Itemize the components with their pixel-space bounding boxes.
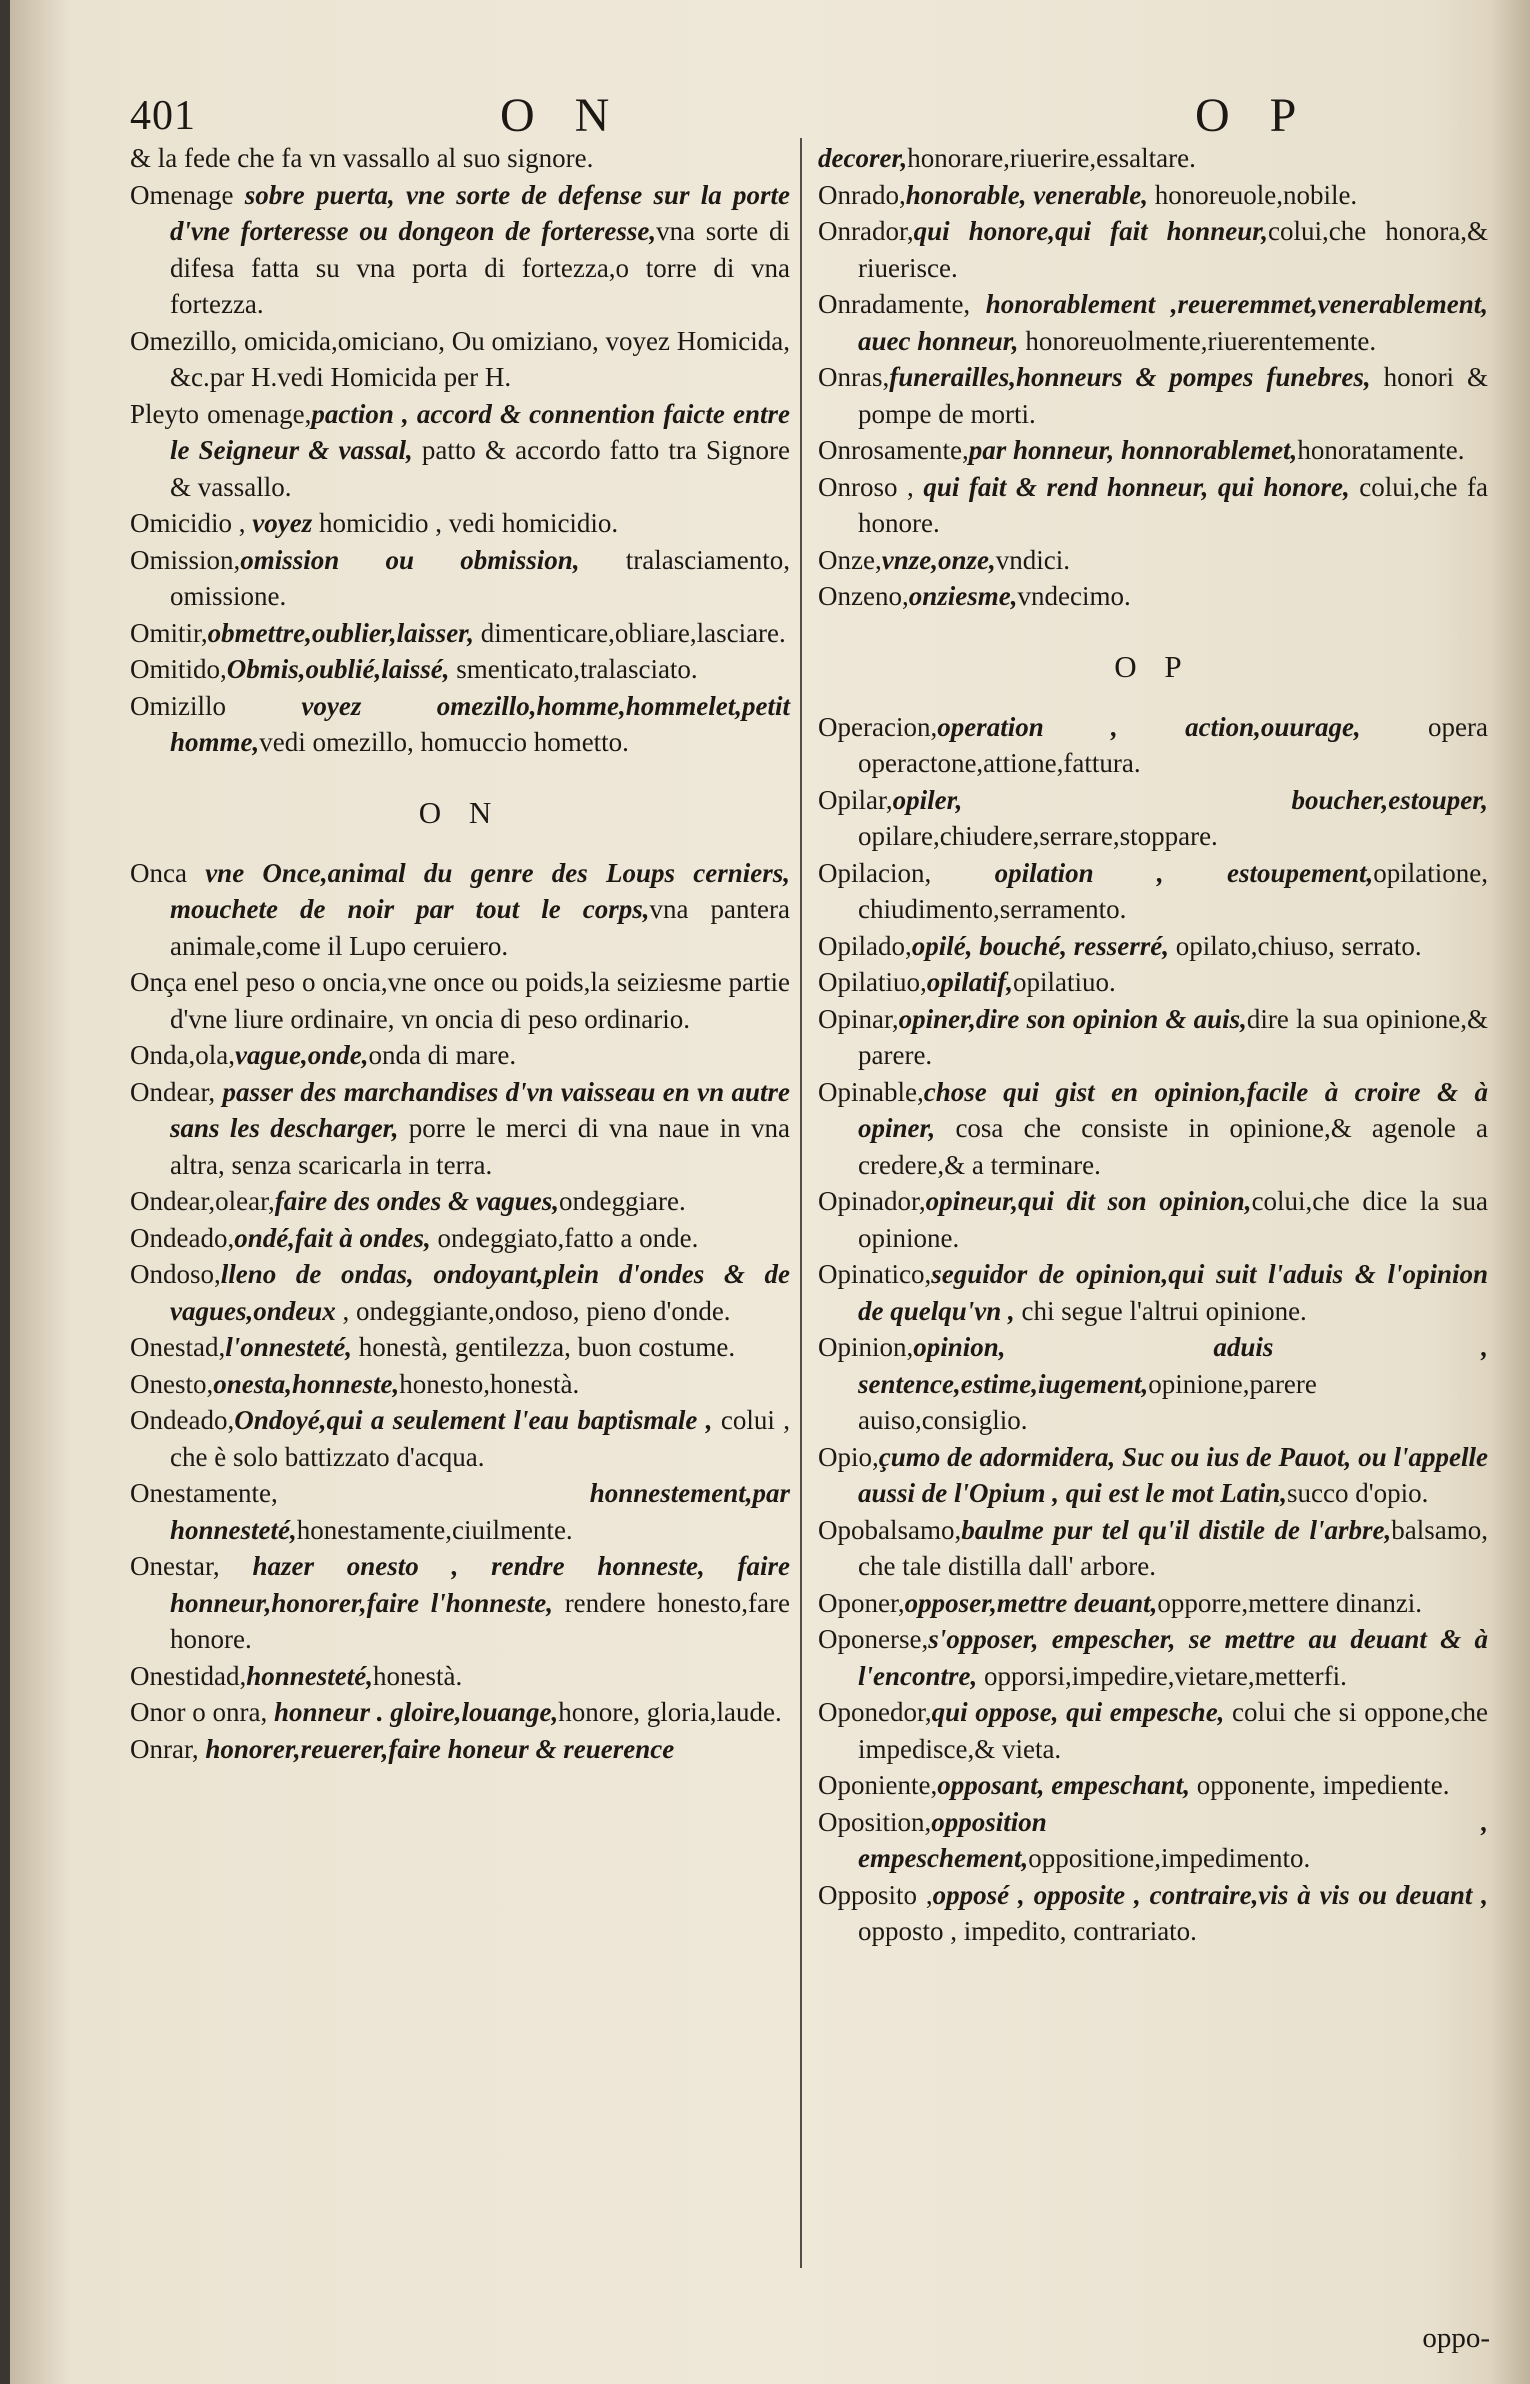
headword: Onrosamente, bbox=[818, 435, 969, 465]
dictionary-entry bbox=[818, 1256, 1488, 1329]
headword: Operacion, bbox=[818, 711, 938, 742]
french-gloss: çumo de adormidera, Suc ou ius de Pauot, ou l'appelle aussi de l'Opium , qui est le mot Latin, bbox=[858, 1441, 1488, 1508]
headword: Onzeno, bbox=[818, 581, 909, 611]
dictionary-entry bbox=[818, 359, 1488, 432]
italian-gloss: honestamente,ciuilmente. bbox=[296, 1514, 573, 1545]
dictionary-page bbox=[10, 0, 1530, 2384]
italian-gloss: patto & accordo fatto tra Signore & vassallo. bbox=[170, 435, 790, 502]
italian-gloss: oppositione,impedimento. bbox=[1028, 1843, 1311, 1873]
italian-gloss: onda di mare. bbox=[368, 1040, 517, 1070]
french-gloss: opiler, boucher,estouper, bbox=[892, 784, 1488, 815]
italian-gloss: colui , che è solo battizzato d'acqua. bbox=[170, 1405, 790, 1472]
headword: Opinable, bbox=[818, 1076, 924, 1107]
italian-gloss: porre le merci di vna naue in vna altra, senza scaricarla in terra. bbox=[170, 1113, 790, 1180]
dictionary-entry bbox=[818, 855, 1488, 928]
dictionary-entry bbox=[130, 1658, 790, 1695]
french-gloss: lleno de ondas, ondoyant,plein d'ondes & de vagues,ondeux bbox=[170, 1259, 790, 1326]
dictionary-entry bbox=[130, 855, 790, 965]
dictionary-entry bbox=[130, 688, 790, 761]
right-column bbox=[818, 140, 1488, 1950]
headword: Onca bbox=[130, 857, 187, 888]
dictionary-entry bbox=[130, 323, 790, 396]
french-gloss: opilé, bouché, resserré, bbox=[911, 930, 1169, 961]
french-gloss: onesta,honneste, bbox=[213, 1368, 400, 1399]
catchword: oppo- bbox=[1422, 2322, 1490, 2354]
dictionary-entry bbox=[130, 140, 790, 177]
dictionary-entry bbox=[130, 1475, 790, 1548]
dictionary-entry bbox=[130, 396, 790, 506]
french-gloss: opposer,mettre deuant, bbox=[904, 1587, 1158, 1618]
french-gloss: par honneur, honnorablemet, bbox=[968, 435, 1298, 465]
french-gloss: qui oppose, qui empesche, bbox=[931, 1697, 1225, 1727]
french-gloss: qui fait & rend honneur, qui honore, bbox=[913, 471, 1350, 502]
headword: Oposition, bbox=[818, 1806, 932, 1837]
headword: Onor o onra, bbox=[130, 1697, 268, 1727]
french-gloss: paction , accord & connention faicte entre le Seigneur & vassal, bbox=[170, 398, 790, 465]
italian-gloss: ondeggiare. bbox=[559, 1186, 686, 1216]
headword: Onestad, bbox=[130, 1332, 226, 1362]
italian-gloss: opposto , impedito, contrariato. bbox=[858, 1916, 1197, 1946]
italian-gloss: opilatiuo. bbox=[1013, 967, 1116, 997]
french-gloss: sobre puerta, vne sorte de defense sur la porte d'vne forteresse ou dongeon de forteresse, bbox=[170, 179, 790, 246]
french-gloss: passer des marchandises d'vn vaisseau en vn autre sans les descharger, bbox=[170, 1076, 790, 1143]
dictionary-entry bbox=[818, 964, 1488, 1001]
italian-gloss: tralasciamento, omissione. bbox=[170, 544, 790, 611]
italian-gloss: honestà, gentilezza, buon costume. bbox=[351, 1332, 736, 1362]
french-gloss: opilation , estoupement, bbox=[931, 857, 1374, 888]
headword: Opobalsamo, bbox=[818, 1514, 962, 1545]
dictionary-entry bbox=[130, 1183, 790, 1220]
italian-gloss: homicidio , vedi homicidio. bbox=[312, 508, 619, 538]
italian-gloss: opilatione, chiudimento,serramento. bbox=[858, 857, 1488, 924]
dictionary-entry bbox=[130, 1366, 790, 1403]
dictionary-entry bbox=[818, 928, 1488, 965]
dictionary-entry bbox=[818, 578, 1488, 615]
french-gloss: opinion, aduis , sentence,estime,iugement, bbox=[858, 1332, 1488, 1399]
headword: Omitido, bbox=[130, 654, 227, 684]
left-column-heading: O N bbox=[500, 89, 624, 142]
french-gloss: honneur . gloire,louange, bbox=[267, 1697, 559, 1727]
dictionary-entry bbox=[818, 782, 1488, 855]
page-number: 401 bbox=[130, 93, 196, 139]
italian-gloss: honore, gloria,laude. bbox=[558, 1697, 782, 1727]
headword: Onça bbox=[130, 967, 187, 997]
italian-gloss: chi segue l'altrui opinione. bbox=[1014, 1295, 1307, 1326]
italian-gloss: vna pantera animale,come il Lupo ceruiero. bbox=[170, 894, 790, 961]
italian-gloss: opilato,chiuso, serrato. bbox=[1168, 930, 1422, 961]
headword: Omenage bbox=[130, 179, 234, 210]
headword: Opinion, bbox=[818, 1332, 914, 1362]
left-entries-before-section bbox=[130, 140, 790, 761]
french-gloss: obmettre,oublier,laisser, bbox=[207, 617, 474, 648]
french-gloss: voyez bbox=[245, 508, 313, 538]
italian-gloss: opporre,mettere dinanzi. bbox=[1157, 1587, 1423, 1618]
right-entries-before-section bbox=[818, 140, 1488, 615]
italian-gloss: colui che si oppone,che impedisce,& vieta. bbox=[858, 1697, 1488, 1764]
dictionary-entry bbox=[130, 1731, 790, 1768]
dictionary-entry bbox=[130, 964, 790, 1037]
dictionary-entry bbox=[130, 1694, 790, 1731]
italian-gloss: , ondeggiante,ondoso, pieno d'onde. bbox=[335, 1295, 731, 1326]
headword: Ondear,olear, bbox=[130, 1186, 275, 1216]
right-entries-after-section bbox=[818, 709, 1488, 1950]
italian-gloss: honoratamente. bbox=[1297, 435, 1465, 465]
italian-gloss: honesto,honestà. bbox=[399, 1368, 580, 1399]
french-gloss: vague,onde, bbox=[234, 1040, 369, 1070]
french-gloss: vne Once,animal du genre des Loups cerniers, mouchete de noir par tout le corps, bbox=[170, 857, 790, 924]
italian-gloss: vndici. bbox=[995, 544, 1070, 575]
french-gloss: seguidor de opinion,qui suit l'aduis & l'opinion de quelqu'vn , bbox=[858, 1259, 1488, 1326]
italian-gloss: vna sorte di difesa fatta su vna porta di fortezza,o torre di vna fortezza. bbox=[170, 216, 790, 319]
dictionary-entry bbox=[130, 615, 790, 652]
dictionary-entry bbox=[130, 177, 790, 323]
headword: Onestidad, bbox=[130, 1660, 247, 1691]
french-gloss: honnesteté, bbox=[246, 1660, 373, 1691]
french-gloss: opposition , empeschement, bbox=[858, 1806, 1488, 1873]
headword: Onrado, bbox=[818, 179, 906, 210]
running-header bbox=[10, 88, 1530, 148]
dictionary-entry bbox=[818, 1074, 1488, 1184]
headword: Onestar, bbox=[130, 1551, 220, 1581]
headword: Onrar, bbox=[130, 1733, 199, 1764]
column-divider bbox=[800, 138, 802, 2268]
italian-gloss: opporsi,impedire,vietare,metterfi. bbox=[977, 1660, 1347, 1691]
page-edge-shadow-right bbox=[1490, 0, 1530, 2384]
french-gloss: opiner,dire son opinion & auis, bbox=[898, 1003, 1247, 1034]
italian-gloss: enel peso o oncia,vne once ou poids,la seiziesme partie d'vne liure ordinaire, vn oncia di peso ordinario. bbox=[170, 967, 790, 1034]
french-gloss: honnestement,par honnesteté, bbox=[170, 1478, 790, 1545]
dictionary-entry bbox=[818, 1512, 1488, 1585]
dictionary-entry bbox=[130, 1256, 790, 1329]
italian-gloss: opinione,parere auiso,consiglio. bbox=[858, 1368, 1317, 1435]
dictionary-entry bbox=[130, 1037, 790, 1074]
french-gloss: qui honore,qui fait honneur, bbox=[913, 216, 1268, 246]
french-gloss: hazer onesto , rendre honneste, faire honneur,honorer,faire l'honneste, bbox=[170, 1551, 790, 1618]
right-column-heading: O P bbox=[1195, 89, 1311, 142]
italian-gloss: honori & pompe de morti. bbox=[858, 362, 1488, 429]
italian-gloss: vndecimo. bbox=[1017, 581, 1131, 611]
dictionary-entry bbox=[818, 286, 1488, 359]
dictionary-entry bbox=[818, 1804, 1488, 1877]
italian-gloss: cosa che consiste in opinione,& agenole a credere,& a terminare. bbox=[858, 1113, 1488, 1180]
dictionary-entry bbox=[818, 1694, 1488, 1767]
french-gloss: voyez omezillo,homme,hommelet,petit homme, bbox=[170, 690, 790, 757]
headword: Onroso , bbox=[818, 471, 914, 502]
right-section-title: O P bbox=[1114, 648, 1192, 684]
french-gloss: honorablement ,reueremmet,venerablement, auec honneur, bbox=[858, 289, 1488, 356]
french-gloss: faire des ondes & vagues, bbox=[274, 1186, 559, 1216]
italian-gloss: colui,che dice la sua opinione. bbox=[858, 1186, 1488, 1253]
headword: Opio, bbox=[818, 1441, 879, 1472]
italian-gloss: honorare,riuerire,essaltare. bbox=[907, 143, 1196, 173]
dictionary-entry bbox=[130, 505, 790, 542]
italian-gloss: opera operactone,attione,fattura. bbox=[858, 711, 1488, 778]
italian-gloss: dimenticare,obliare,lasciare. bbox=[473, 617, 786, 648]
headword: Onesto, bbox=[130, 1368, 214, 1399]
italian-gloss: rendere honesto,fare honore. bbox=[170, 1587, 790, 1654]
headword: Opinatico, bbox=[818, 1259, 932, 1289]
french-gloss: baulme pur tel qu'il distile de l'arbre, bbox=[961, 1514, 1392, 1545]
italian-gloss: opponente, impediente. bbox=[1190, 1770, 1450, 1800]
dictionary-entry bbox=[818, 1439, 1488, 1512]
headword: Opilado, bbox=[818, 930, 912, 961]
headword: Omizillo bbox=[130, 690, 226, 721]
italian-gloss: opilare,chiudere,serrare,stoppare. bbox=[858, 821, 1218, 851]
headword: Opposito , bbox=[818, 1879, 933, 1910]
headword: Ondear, bbox=[130, 1076, 216, 1107]
italian-gloss: honestà. bbox=[373, 1660, 463, 1691]
headword: Omezillo, bbox=[130, 325, 238, 356]
headword: Opinador, bbox=[818, 1186, 926, 1216]
french-gloss: honorable, venerable, bbox=[905, 179, 1148, 210]
headword: Ondoso, bbox=[130, 1259, 221, 1289]
headword: Oponerse, bbox=[818, 1624, 929, 1654]
dictionary-entry bbox=[818, 1329, 1488, 1439]
headword: Oponedor, bbox=[818, 1697, 932, 1727]
french-gloss: s'opposer, empescher, se mettre au deuant & à l'encontre, bbox=[858, 1624, 1488, 1691]
dictionary-entry bbox=[818, 1183, 1488, 1256]
french-gloss: opposé , opposite , contraire,vis à vis ou deuant , bbox=[932, 1879, 1488, 1910]
dictionary-entry bbox=[130, 1402, 790, 1475]
left-entries-after-section bbox=[130, 855, 790, 1768]
headword: Oponiente, bbox=[818, 1770, 938, 1800]
dictionary-entry bbox=[130, 1074, 790, 1184]
french-gloss: Ondoyé,qui a seulement l'eau baptismale , bbox=[234, 1405, 713, 1435]
french-gloss: opposant, empeschant, bbox=[937, 1770, 1191, 1800]
italian-gloss: colui,che fa honore. bbox=[858, 471, 1488, 538]
italian-gloss: omicida,omiciano, Ou omiziano, voyez Homicida, &c.par H.vedi Homicida per H. bbox=[170, 325, 790, 392]
dictionary-entry bbox=[818, 709, 1488, 782]
headword: Opilatiuo, bbox=[818, 967, 927, 997]
headword: Opinar, bbox=[818, 1003, 899, 1034]
headword: Onze, bbox=[818, 544, 882, 575]
italian-gloss: honoreuole,nobile. bbox=[1147, 179, 1358, 210]
headword: Onras, bbox=[818, 362, 890, 392]
french-gloss: onziesme, bbox=[908, 581, 1018, 611]
dictionary-entry bbox=[818, 213, 1488, 286]
italian-gloss: honoreuolmente,riuerentemente. bbox=[1018, 325, 1377, 356]
headword: Omitir, bbox=[130, 617, 208, 648]
french-gloss: vnze,onze, bbox=[881, 544, 996, 575]
dictionary-entry bbox=[818, 1767, 1488, 1804]
italian-gloss: balsamo, che tale distilla dall' arbore. bbox=[858, 1514, 1488, 1581]
french-gloss: opilatif, bbox=[926, 967, 1013, 997]
french-gloss: chose qui gist en opinion,facile à croire & à opiner, bbox=[858, 1076, 1488, 1143]
headword: Pleyto omenage, bbox=[130, 398, 312, 429]
french-gloss: funerailles,honneurs & pompes funebres, bbox=[889, 362, 1371, 392]
dictionary-entry bbox=[818, 1621, 1488, 1694]
french-gloss: omission ou obmission, bbox=[240, 544, 580, 575]
page-edge-shadow-left bbox=[10, 0, 70, 2384]
dictionary-entry bbox=[130, 542, 790, 615]
french-gloss: l'onnesteté, bbox=[225, 1332, 352, 1362]
french-gloss: opineur,qui dit son opinion, bbox=[925, 1186, 1252, 1216]
italian-gloss: vedi omezillo, homuccio hometto. bbox=[259, 727, 629, 757]
french-gloss: Obmis,oublié,laissé, bbox=[226, 654, 450, 684]
dictionary-entry bbox=[818, 1585, 1488, 1622]
headword: Onradamente, bbox=[818, 289, 971, 319]
french-gloss: decorer, bbox=[818, 143, 908, 173]
dictionary-entry bbox=[818, 1877, 1488, 1950]
dictionary-entry bbox=[130, 1220, 790, 1257]
headword: Ondeado, bbox=[130, 1405, 235, 1435]
headword: Ondeado, bbox=[130, 1222, 235, 1253]
left-column bbox=[130, 140, 790, 1767]
left-section-title: O N bbox=[418, 794, 502, 830]
dictionary-entry bbox=[130, 1329, 790, 1366]
headword: Onestamente, bbox=[130, 1478, 278, 1508]
french-gloss: ondé,fait à ondes, bbox=[234, 1222, 431, 1253]
dictionary-entry bbox=[818, 140, 1488, 177]
dictionary-entry bbox=[818, 469, 1488, 542]
dictionary-entry bbox=[130, 1548, 790, 1658]
headword: Onrador, bbox=[818, 216, 914, 246]
dictionary-entry bbox=[130, 651, 790, 688]
headword: Omission, bbox=[130, 544, 241, 575]
dictionary-entry bbox=[818, 177, 1488, 214]
headword: Opilar, bbox=[818, 784, 893, 815]
dictionary-entry bbox=[818, 1001, 1488, 1074]
headword: Opilacion, bbox=[818, 857, 932, 888]
italian-gloss: succo d'opio. bbox=[1287, 1478, 1429, 1508]
italian-gloss: ondeggiato,fatto a onde. bbox=[430, 1222, 699, 1253]
italian-gloss: dire la sua opinione,& parere. bbox=[858, 1003, 1488, 1070]
italian-gloss: & la fede che fa vn vassallo al suo signore. bbox=[130, 143, 594, 173]
french-gloss: operation , action,ouurage, bbox=[937, 711, 1361, 742]
italian-gloss: smenticato,tralasciato. bbox=[449, 654, 698, 684]
headword: Onda,ola, bbox=[130, 1040, 235, 1070]
french-gloss: honorer,reuerer,faire honeur & reuerence bbox=[198, 1733, 675, 1764]
dictionary-entry bbox=[818, 542, 1488, 579]
headword: Oponer, bbox=[818, 1587, 905, 1618]
headword: Omicidio , bbox=[130, 508, 246, 538]
dictionary-entry bbox=[818, 432, 1488, 469]
italian-gloss: colui,che honora,& riuerisce. bbox=[858, 216, 1488, 283]
